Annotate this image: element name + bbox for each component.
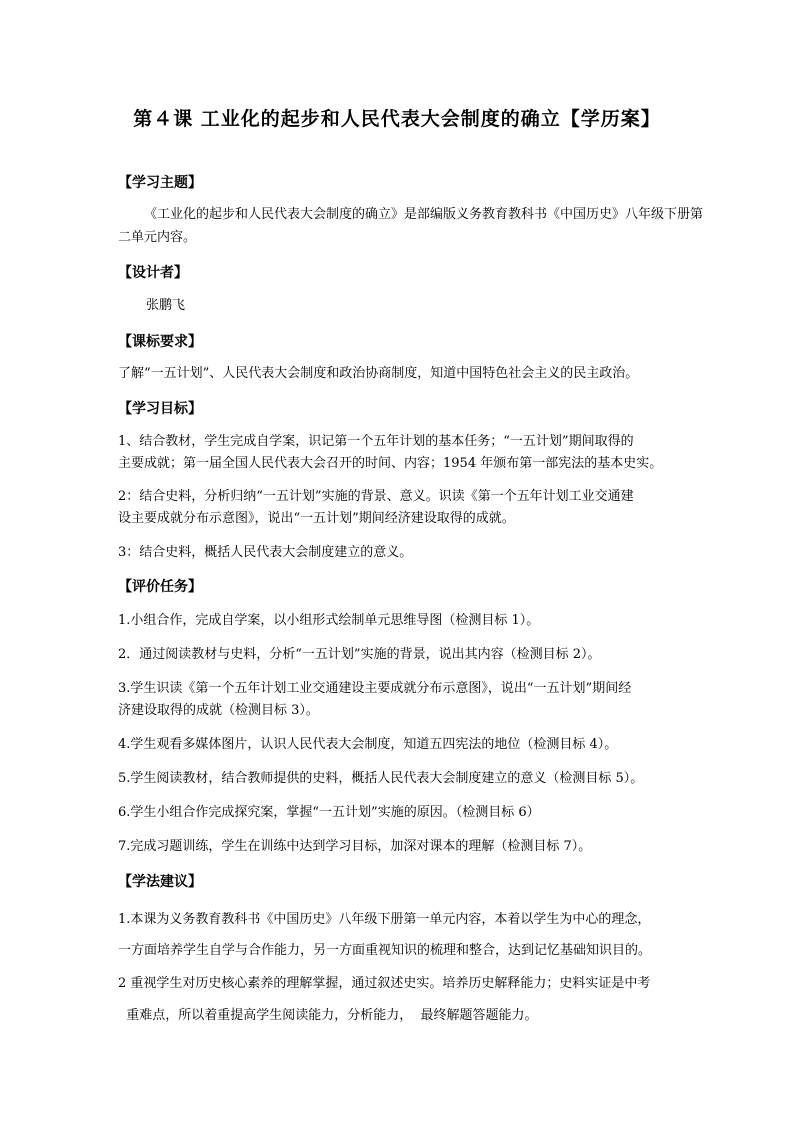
goal-1-line-2: 主要成就；第一届全国人民代表大会召开的时间、内容；1954 年颁布第一部宪法的基本史实。 <box>118 456 663 471</box>
advice-line-2: 一方面培养学生自学与合作能力，另一方面重视知识的梳理和整合，达到记忆基础知识目的。 <box>118 943 652 958</box>
advice-line-4: 重难点，所以着重提高学生阅读能力，分析能力， 最终解题答题能力。 <box>118 1008 538 1023</box>
section-heading-advice: 【学法建议】 <box>118 874 202 890</box>
task-5: 5.学生阅读教材，结合教师提供的史料，概括人民代表大会制度建立的意义（检测目标 5）。 <box>118 771 644 786</box>
theme-line-2: 二单元内容。 <box>118 230 197 245</box>
task-3-line-1: 3.学生识读《第一个五年计划工业交通建设主要成就分布示意图》，说出“一五计划”期间经 <box>118 681 632 696</box>
section-heading-standard: 【课标要求】 <box>118 334 202 350</box>
goal-3: 3：结合史料，概括人民代表大会制度建立的意义。 <box>118 545 413 560</box>
designer-name: 张鹏飞 <box>146 298 186 313</box>
goal-2-line-1: 2：结合史料，分析归纳“一五计划”实施的背景、意义。识读《第一个五年计划工业交通建 <box>118 489 634 504</box>
goal-2-line-2: 设主要成就分布示意图》，说出“一五计划”期间经济建设取得的成就。 <box>118 511 515 526</box>
task-7: 7.完成习题训练，学生在训练中达到学习目标，加深对课本的理解（检测目标 7）。 <box>118 839 592 854</box>
section-heading-designer: 【设计者】 <box>118 265 188 281</box>
task-4: 4.学生观看多媒体图片，认识人民代表大会制度，知道五四宪法的地位（检测目标 4）。 <box>118 737 618 752</box>
theme-line-1: 《工业化的起步和人民代表大会制度的确立》是部编版义务教育教科书《中国历史》八年级下册第 <box>144 207 704 222</box>
advice-line-3: 2 重视学生对历史核心素养的理解掌握，通过叙述史实。培养历史解释能力；史料实证是中考 <box>118 976 651 991</box>
goal-1-line-1: 1、结合教材，学生完成自学案，识记第一个五年计划的基本任务；“一五计划”期间取得的 <box>118 434 634 449</box>
section-heading-tasks: 【评价任务】 <box>118 579 202 595</box>
task-6: 6.学生小组合作完成探究案，掌握“一五计划”实施的原因。（检测目标 6） <box>118 805 540 820</box>
section-heading-goals: 【学习目标】 <box>118 401 202 417</box>
task-3-line-2: 济建设取得的成就（检测目标 3）。 <box>118 703 319 718</box>
section-heading-theme: 【学习主题】 <box>118 175 202 191</box>
task-2: 2．通过阅读教材与史料，分析“一五计划”实施的背景，说出其内容（检测目标 2）。 <box>118 647 601 662</box>
advice-line-1: 1.本课为义务教育教科书《中国历史》八年级下册第一单元内容，本着以学生为中心的理念， <box>118 912 651 927</box>
page-title: 第４课 工业化的起步和人民代表大会制度的确立【学历案】 <box>133 108 661 130</box>
standard-text: 了解“一五计划”、人民代表大会制度和政治协商制度，知道中国特色社会主义的民主政治。 <box>118 366 639 381</box>
task-1: 1.小组合作，完成自学案，以小组形式绘制单元思维导图（检测目标 1）。 <box>118 613 540 628</box>
